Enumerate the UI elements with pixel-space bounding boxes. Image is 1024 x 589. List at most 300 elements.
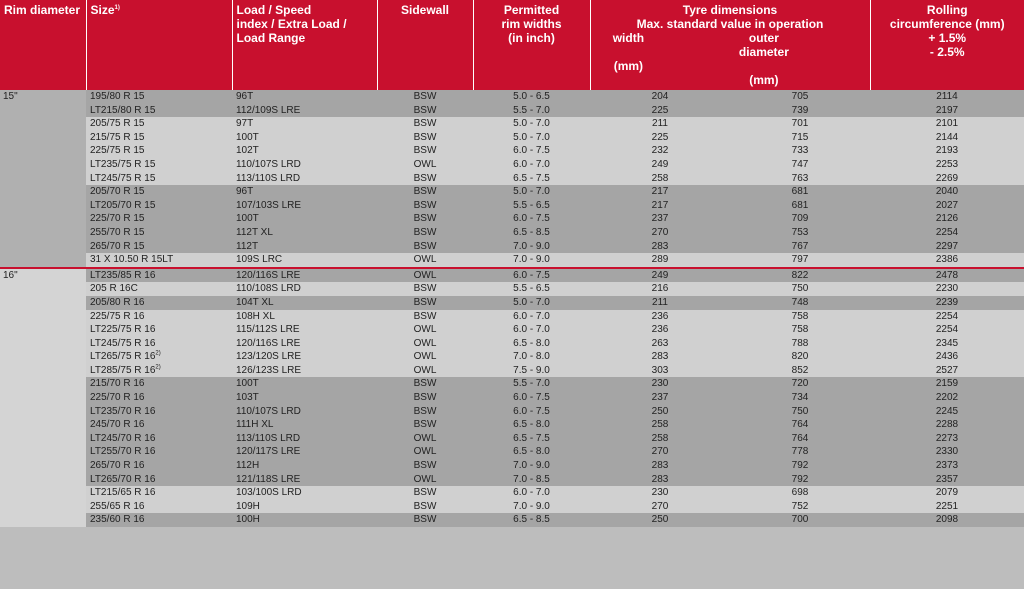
- outer-diameter-cell: 748: [730, 296, 870, 310]
- rim-diameter-cell: 16": [0, 268, 86, 527]
- load-cell: 113/110S LRD: [232, 172, 377, 186]
- rolling-circumference-cell: 2144: [870, 131, 1024, 145]
- size-cell: [86, 418, 232, 432]
- width-cell: 230: [590, 377, 730, 391]
- width-cell: 303: [590, 364, 730, 378]
- rim-width-cell: 5.0 - 7.0: [473, 117, 590, 131]
- outer-diameter-subheader: [730, 31, 866, 87]
- width-cell: 249: [590, 158, 730, 172]
- rim-width-cell: 6.5 - 8.5: [473, 513, 590, 527]
- table-row: [0, 350, 1024, 364]
- size-text: 235/60 R 16: [90, 514, 145, 526]
- table-row: [0, 212, 1024, 226]
- size-cell: [86, 473, 232, 487]
- sidewall-cell: OWL: [377, 350, 473, 364]
- rolling-circumference-cell: 2478: [870, 268, 1024, 283]
- load-cell: 96T: [232, 185, 377, 199]
- outer-diameter-cell: 701: [730, 117, 870, 131]
- size-cell: [86, 310, 232, 324]
- size-text: LT245/75 R 15: [90, 172, 156, 184]
- rim-width-cell: 7.0 - 8.5: [473, 473, 590, 487]
- rolling-circumference-cell: 2357: [870, 473, 1024, 487]
- size-cell: [86, 172, 232, 186]
- rolling-circumference-cell: 2197: [870, 104, 1024, 118]
- rolling-circumference-cell: 2436: [870, 350, 1024, 364]
- sidewall-cell: OWL: [377, 268, 473, 283]
- rolling-circumference-cell: 2101: [870, 117, 1024, 131]
- width-cell: 211: [590, 296, 730, 310]
- size-cell: [86, 158, 232, 172]
- sidewall-cell: BSW: [377, 459, 473, 473]
- outer-diameter-cell: 681: [730, 199, 870, 213]
- sidewall-cell: OWL: [377, 473, 473, 487]
- header-row: [0, 0, 1024, 90]
- rim-width-cell: 5.5 - 7.0: [473, 104, 590, 118]
- load-cell: 104T XL: [232, 296, 377, 310]
- width-cell: 258: [590, 418, 730, 432]
- width-cell: 237: [590, 391, 730, 405]
- size-text: LT285/75 R 16: [90, 364, 156, 376]
- size-text: 205/80 R 16: [90, 296, 145, 308]
- width-cell: 283: [590, 350, 730, 364]
- sidewall-cell: BSW: [377, 240, 473, 254]
- size-text: 265/70 R 15: [90, 240, 145, 252]
- sidewall-label: Sidewall: [400, 3, 450, 17]
- sidewall-cell: OWL: [377, 432, 473, 446]
- table-row: [0, 131, 1024, 145]
- sidewall-cell: BSW: [377, 226, 473, 240]
- sidewall-cell: OWL: [377, 158, 473, 172]
- width-cell: 225: [590, 131, 730, 145]
- rolling-circumference-cell: 2254: [870, 323, 1024, 337]
- outer-diameter-cell: 764: [730, 418, 870, 432]
- outer-diameter-cell: 764: [730, 432, 870, 446]
- outer-diameter-cell: 681: [730, 185, 870, 199]
- rolling-circumference-cell: 2079: [870, 486, 1024, 500]
- size-text: 215/70 R 16: [90, 378, 145, 390]
- rolling-circumference-cell: 2098: [870, 513, 1024, 527]
- size-text: LT235/70 R 16: [90, 405, 156, 417]
- size-footnote-mark: 2): [155, 364, 161, 371]
- load-cell: 107/103S LRE: [232, 199, 377, 213]
- size-cell: [86, 364, 232, 378]
- outer-diameter-cell: 820: [730, 350, 870, 364]
- rolling-circumference-cell: 2297: [870, 240, 1024, 254]
- size-text: LT235/85 R 16: [90, 269, 156, 281]
- rolling-line1: Rolling: [926, 3, 968, 17]
- rim-width-cell: 7.0 - 9.0: [473, 253, 590, 268]
- outer-diameter-cell: 709: [730, 212, 870, 226]
- table-row: [0, 226, 1024, 240]
- table-row: [0, 405, 1024, 419]
- table-row: [0, 282, 1024, 296]
- size-cell: [86, 486, 232, 500]
- size-text: LT205/70 R 15: [90, 199, 156, 211]
- size-text: 205 R 16C: [90, 283, 138, 295]
- rolling-circumference-cell: 2114: [870, 90, 1024, 104]
- size-text: 245/70 R 16: [90, 419, 145, 431]
- rim-width-cell: 6.0 - 7.0: [473, 310, 590, 324]
- col-header-tyre-dimensions: [590, 0, 870, 90]
- load-cell: 112T: [232, 240, 377, 254]
- rolling-circumference-cell: 2239: [870, 296, 1024, 310]
- rim-widths-line2: rim widths: [501, 17, 562, 31]
- table-row: [0, 144, 1024, 158]
- width-cell: 283: [590, 473, 730, 487]
- rim-widths-line1: Permitted: [503, 3, 560, 17]
- sidewall-cell: OWL: [377, 364, 473, 378]
- size-cell: [86, 226, 232, 240]
- rolling-circumference-cell: 2245: [870, 405, 1024, 419]
- load-cell: 120/117S LRE: [232, 445, 377, 459]
- size-text: LT235/75 R 15: [90, 158, 156, 170]
- size-text: 225/75 R 15: [90, 145, 145, 157]
- rim-width-cell: 7.5 - 9.0: [473, 364, 590, 378]
- width-cell: 283: [590, 240, 730, 254]
- rim-diameter-cell: 15": [0, 90, 86, 268]
- width-cell: 217: [590, 185, 730, 199]
- width-cell: 217: [590, 199, 730, 213]
- load-cell: 109S LRC: [232, 253, 377, 268]
- width-cell: 237: [590, 212, 730, 226]
- outer-diameter-cell: 720: [730, 377, 870, 391]
- rim-width-cell: 6.0 - 7.5: [473, 405, 590, 419]
- rim-width-cell: 6.0 - 7.0: [473, 486, 590, 500]
- size-text: LT215/80 R 15: [90, 104, 156, 116]
- outer-diameter-cell: 852: [730, 364, 870, 378]
- size-cell: [86, 337, 232, 351]
- load-cell: 100T: [232, 131, 377, 145]
- width-cell: 263: [590, 337, 730, 351]
- size-cell: [86, 104, 232, 118]
- table-row: [0, 172, 1024, 186]
- width-cell: 270: [590, 500, 730, 514]
- size-text: LT265/70 R 16: [90, 473, 156, 485]
- rolling-circumference-cell: 2273: [870, 432, 1024, 446]
- size-footnote: 1): [114, 5, 120, 11]
- size-cell: [86, 144, 232, 158]
- table-row: [0, 104, 1024, 118]
- rolling-circumference-cell: 2254: [870, 226, 1024, 240]
- rolling-circumference-cell: 2253: [870, 158, 1024, 172]
- tyre-dimensions-subheaders: [595, 31, 866, 87]
- load-cell: 113/110S LRD: [232, 432, 377, 446]
- sidewall-cell: BSW: [377, 185, 473, 199]
- outer-diameter-cell: 733: [730, 144, 870, 158]
- load-cell: 115/112S LRE: [232, 323, 377, 337]
- outer-diameter-cell: 715: [730, 131, 870, 145]
- width-cell: 230: [590, 486, 730, 500]
- rolling-circumference-cell: 2527: [870, 364, 1024, 378]
- table-row: [0, 296, 1024, 310]
- rolling-circumference-cell: 2345: [870, 337, 1024, 351]
- size-cell: [86, 432, 232, 446]
- size-cell: [86, 513, 232, 527]
- outer-diameter-cell: 778: [730, 445, 870, 459]
- rim-width-cell: 7.0 - 9.0: [473, 240, 590, 254]
- rim-width-cell: 5.0 - 7.0: [473, 296, 590, 310]
- table-row: [0, 90, 1024, 104]
- sidewall-cell: BSW: [377, 310, 473, 324]
- width-cell: 258: [590, 432, 730, 446]
- rolling-circumference-cell: 2288: [870, 418, 1024, 432]
- sidewall-cell: BSW: [377, 513, 473, 527]
- outer-diameter-unit: (mm): [749, 73, 779, 87]
- load-speed-line3: Load Range: [236, 31, 306, 45]
- rolling-circumference-cell: 2193: [870, 144, 1024, 158]
- size-cell: [86, 391, 232, 405]
- rolling-circumference-cell: 2040: [870, 185, 1024, 199]
- rolling-circumference-cell: 2159: [870, 377, 1024, 391]
- sidewall-cell: BSW: [377, 391, 473, 405]
- table-row: [0, 445, 1024, 459]
- outer-diameter-cell: 753: [730, 226, 870, 240]
- load-cell: 103T: [232, 391, 377, 405]
- col-header-rim-widths: [473, 0, 590, 90]
- rolling-line2: circumference (mm): [889, 17, 1005, 31]
- size-text: 225/75 R 16: [90, 310, 145, 322]
- load-cell: 103/100S LRD: [232, 486, 377, 500]
- size-cell: [86, 282, 232, 296]
- size-cell: [86, 90, 232, 104]
- sidewall-cell: BSW: [377, 486, 473, 500]
- table-row: [0, 486, 1024, 500]
- outer-diameter-cell: 750: [730, 282, 870, 296]
- rolling-circumference-cell: 2373: [870, 459, 1024, 473]
- size-text: LT215/65 R 16: [90, 487, 156, 499]
- rim-width-cell: 6.0 - 7.0: [473, 158, 590, 172]
- tyre-dimensions-subtitle: Max. standard value in operation: [636, 17, 824, 31]
- rolling-line4: - 2.5%: [929, 45, 965, 59]
- rim-width-cell: 7.0 - 8.0: [473, 350, 590, 364]
- width-label: width: [612, 31, 645, 45]
- sidewall-cell: BSW: [377, 117, 473, 131]
- load-cell: 112H: [232, 459, 377, 473]
- table-row: [0, 117, 1024, 131]
- rim-width-cell: 6.0 - 7.0: [473, 323, 590, 337]
- sidewall-cell: BSW: [377, 377, 473, 391]
- col-header-sidewall: [377, 0, 473, 90]
- size-cell: [86, 240, 232, 254]
- load-cell: 100H: [232, 513, 377, 527]
- size-cell: [86, 445, 232, 459]
- width-cell: 204: [590, 90, 730, 104]
- rim-width-cell: 5.5 - 6.5: [473, 282, 590, 296]
- size-cell: [86, 405, 232, 419]
- rolling-circumference-cell: 2251: [870, 500, 1024, 514]
- size-text: 215/75 R 15: [90, 131, 145, 143]
- col-header-load-speed: [232, 0, 377, 90]
- width-unit: (mm): [613, 59, 644, 73]
- rolling-circumference-cell: 2386: [870, 253, 1024, 268]
- load-speed-line2: index / Extra Load /: [236, 17, 347, 31]
- rim-width-cell: 7.0 - 9.0: [473, 500, 590, 514]
- rolling-circumference-cell: 2254: [870, 310, 1024, 324]
- size-text: 225/70 R 16: [90, 392, 145, 404]
- rim-diameter-label: Rim diameter: [4, 3, 81, 17]
- outer-diameter-cell: 767: [730, 240, 870, 254]
- size-cell: [86, 350, 232, 364]
- table-row: [0, 500, 1024, 514]
- table-row: [0, 199, 1024, 213]
- size-cell: [86, 212, 232, 226]
- rim-width-cell: 5.0 - 7.0: [473, 185, 590, 199]
- rim-width-cell: 6.0 - 7.5: [473, 212, 590, 226]
- width-cell: 270: [590, 226, 730, 240]
- rolling-circumference-cell: 2269: [870, 172, 1024, 186]
- table-row: [0, 432, 1024, 446]
- size-cell: [86, 296, 232, 310]
- rim-width-cell: 6.5 - 8.0: [473, 418, 590, 432]
- width-cell: 232: [590, 144, 730, 158]
- load-cell: 102T: [232, 144, 377, 158]
- sidewall-cell: BSW: [377, 500, 473, 514]
- size-text: 255/65 R 16: [90, 500, 145, 512]
- outer-diameter-cell: 700: [730, 513, 870, 527]
- load-cell: 108H XL: [232, 310, 377, 324]
- width-cell: 258: [590, 172, 730, 186]
- size-cell: [86, 199, 232, 213]
- width-subheader: [595, 31, 731, 87]
- size-cell: [86, 131, 232, 145]
- size-text: 225/70 R 15: [90, 213, 145, 225]
- sidewall-cell: BSW: [377, 296, 473, 310]
- size-text: 205/75 R 15: [90, 118, 145, 130]
- sidewall-cell: OWL: [377, 253, 473, 268]
- load-cell: 110/108S LRD: [232, 282, 377, 296]
- sidewall-cell: OWL: [377, 323, 473, 337]
- table-row: [0, 459, 1024, 473]
- outer-diameter-cell: 792: [730, 473, 870, 487]
- width-cell: 225: [590, 104, 730, 118]
- outer-diameter-cell: 698: [730, 486, 870, 500]
- load-cell: 100T: [232, 377, 377, 391]
- table-row: [0, 377, 1024, 391]
- size-cell: [86, 117, 232, 131]
- size-footnote-mark: 2): [155, 350, 161, 357]
- sidewall-cell: BSW: [377, 418, 473, 432]
- size-text: 255/70 R 15: [90, 226, 145, 238]
- load-cell: 97T: [232, 117, 377, 131]
- width-cell: 250: [590, 405, 730, 419]
- width-cell: 283: [590, 459, 730, 473]
- rolling-circumference-cell: 2027: [870, 199, 1024, 213]
- size-text: LT225/75 R 16: [90, 324, 156, 336]
- width-cell: 270: [590, 445, 730, 459]
- size-cell: [86, 377, 232, 391]
- outer-diameter-cell: 763: [730, 172, 870, 186]
- col-header-size: [86, 0, 232, 90]
- rim-width-cell: 7.0 - 9.0: [473, 459, 590, 473]
- size-cell: [86, 323, 232, 337]
- outer-diameter-cell: 792: [730, 459, 870, 473]
- table-row: [0, 158, 1024, 172]
- rolling-circumference-cell: 2330: [870, 445, 1024, 459]
- load-cell: 126/123S LRE: [232, 364, 377, 378]
- rolling-circumference-cell: 2230: [870, 282, 1024, 296]
- rim-width-cell: 5.0 - 6.5: [473, 90, 590, 104]
- outer-diameter-cell: 797: [730, 253, 870, 268]
- sidewall-cell: BSW: [377, 131, 473, 145]
- load-cell: 112T XL: [232, 226, 377, 240]
- size-text: 205/70 R 15: [90, 186, 145, 198]
- width-cell: 236: [590, 310, 730, 324]
- table-row: [0, 310, 1024, 324]
- load-cell: 96T: [232, 90, 377, 104]
- size-text: LT255/70 R 16: [90, 446, 156, 458]
- rim-width-cell: 6.0 - 7.5: [473, 391, 590, 405]
- load-cell: 110/107S LRD: [232, 158, 377, 172]
- load-cell: 120/116S LRE: [232, 337, 377, 351]
- size-text: 195/80 R 15: [90, 91, 145, 102]
- width-cell: 249: [590, 268, 730, 283]
- table-row: [0, 185, 1024, 199]
- tyre-table-body: [0, 90, 1024, 527]
- table-row: [0, 473, 1024, 487]
- size-text: LT245/75 R 16: [90, 337, 156, 349]
- rolling-line3: + 1.5%: [928, 31, 967, 45]
- load-cell: 100T: [232, 212, 377, 226]
- table-row: [0, 418, 1024, 432]
- load-speed-line1: Load / Speed: [236, 3, 312, 17]
- sidewall-cell: BSW: [377, 405, 473, 419]
- col-header-rim-diameter: [0, 0, 86, 90]
- sidewall-cell: BSW: [377, 282, 473, 296]
- outer-diameter-cell: 734: [730, 391, 870, 405]
- table-row: [0, 513, 1024, 527]
- rim-width-cell: 6.5 - 8.0: [473, 445, 590, 459]
- col-header-rolling-circumference: [870, 0, 1024, 90]
- outer-diameter-cell: 788: [730, 337, 870, 351]
- outer-diameter-cell: 739: [730, 104, 870, 118]
- table-row: [0, 240, 1024, 254]
- outer-diameter-cell: 758: [730, 310, 870, 324]
- size-cell: [86, 500, 232, 514]
- rim-width-cell: 5.5 - 6.5: [473, 199, 590, 213]
- width-cell: 250: [590, 513, 730, 527]
- rolling-circumference-cell: 2202: [870, 391, 1024, 405]
- rim-width-cell: 5.0 - 7.0: [473, 131, 590, 145]
- tyre-dimensions-title: Tyre dimensions: [682, 3, 778, 17]
- rim-width-cell: 6.5 - 7.5: [473, 432, 590, 446]
- sidewall-cell: OWL: [377, 337, 473, 351]
- size-text: 265/70 R 16: [90, 460, 145, 472]
- table-row: [0, 364, 1024, 378]
- table-row: [0, 391, 1024, 405]
- sidewall-cell: BSW: [377, 199, 473, 213]
- width-cell: 211: [590, 117, 730, 131]
- load-cell: 120/116S LRE: [232, 268, 377, 283]
- size-cell: [86, 185, 232, 199]
- table-row: [0, 253, 1024, 268]
- width-cell: 236: [590, 323, 730, 337]
- width-cell: 216: [590, 282, 730, 296]
- size-label: Size: [90, 3, 115, 17]
- rim-widths-line3: (in inch): [508, 31, 555, 45]
- rim-width-cell: 6.0 - 7.5: [473, 144, 590, 158]
- size-cell: [86, 268, 232, 283]
- table-row: [0, 268, 1024, 283]
- outer-diameter-cell: 822: [730, 268, 870, 283]
- size-text: LT245/70 R 16: [90, 432, 156, 444]
- table-row: [0, 337, 1024, 351]
- load-cell: 123/120S LRE: [232, 350, 377, 364]
- rim-width-cell: 5.5 - 7.0: [473, 377, 590, 391]
- outer-diameter-cell: 752: [730, 500, 870, 514]
- load-cell: 112/109S LRE: [232, 104, 377, 118]
- load-cell: 121/118S LRE: [232, 473, 377, 487]
- sidewall-cell: BSW: [377, 212, 473, 226]
